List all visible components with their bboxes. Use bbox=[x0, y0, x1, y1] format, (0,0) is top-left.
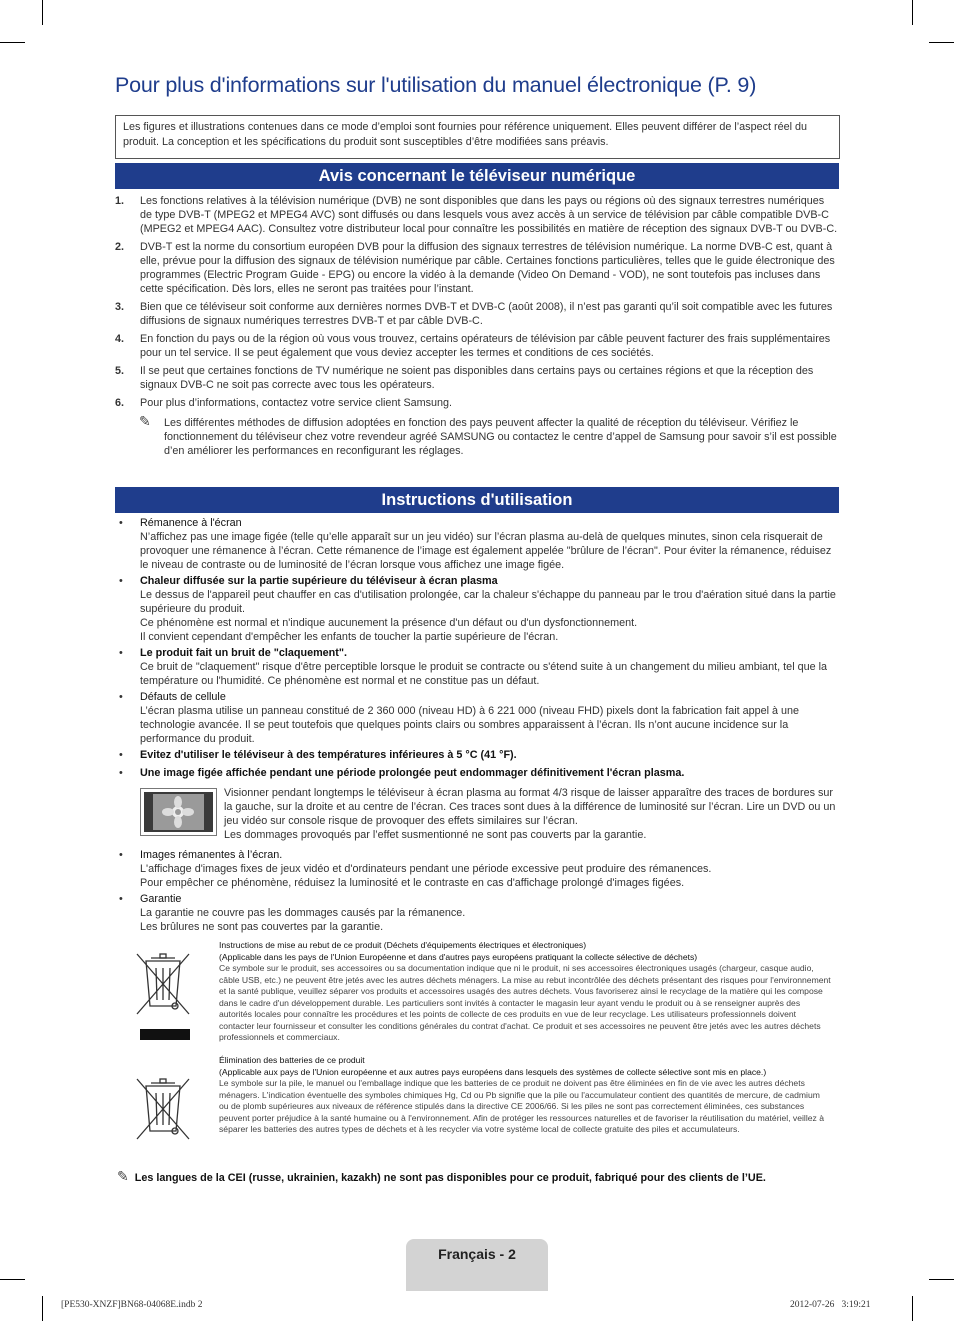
section-heading-digital-tv: Avis concernant le téléviseur numérique bbox=[115, 163, 839, 189]
list-item bbox=[115, 364, 839, 392]
weee-text bbox=[219, 940, 831, 1044]
crop-mark bbox=[42, 1296, 43, 1321]
crop-mark bbox=[929, 42, 954, 43]
note bbox=[115, 413, 839, 458]
footer-timestamp: 2012-07-26 3:19:21 bbox=[790, 1300, 871, 1310]
bullet-icon: • bbox=[119, 849, 123, 861]
crop-mark bbox=[0, 42, 25, 43]
crop-mark bbox=[0, 1279, 25, 1280]
bullet-icon: • bbox=[119, 893, 123, 905]
weee-subtitle: (Applicable dans les pays de l'Union Européenne et dans d'autres pays européens pratiquant la collecte sélective de déchets) bbox=[219, 951, 698, 962]
item-number: 4. bbox=[115, 333, 125, 345]
list-item bbox=[115, 748, 839, 762]
crop-mark bbox=[929, 1279, 954, 1280]
tv-warning-line: Les dommages provoqués par l’effet susmentionné ne sont pas couverts par la garantie. bbox=[224, 829, 647, 841]
battery-text bbox=[219, 1055, 831, 1136]
item-text: Il convient cependant d'empêcher les enfants de toucher la partie supérieure de l'écran. bbox=[140, 631, 559, 643]
item-number: 2. bbox=[115, 241, 125, 253]
list-item bbox=[115, 240, 839, 296]
bullet-icon: • bbox=[119, 749, 123, 761]
item-text: En fonction du pays ou de la région où vous vous trouvez, certains opérateurs de télévision par câble peuvent facturer des frais supplémentaires pour un tel service. Il se peut également que vous deviez accepter les termes et conditions de ces sociétés. bbox=[140, 333, 831, 359]
item-text: La garantie ne couvre pas les dommages causés par la rémanence. bbox=[140, 907, 466, 919]
item-text: Le dessus de l'appareil peut chauffer en cas d'utilisation prolongée, car la chaleur s'échappe du panneau par le trou d'aération situé dans la partie supérieure du produit. bbox=[140, 589, 836, 615]
page-number-tab: Français - 2 bbox=[406, 1239, 548, 1291]
list-item bbox=[115, 516, 839, 572]
item-text: N’affichez pas une image figée (telle qu’elle apparaît sur un jeu vidéo) sur l’écran plasma au-delà de quelques minutes, sinon cela risquerait de provoquer une rémanence à l’écran. Cette rémanence de l’image est également appelée "brûlure de l’écran". Pour éviter la rémanence, réduisez le niveau de contraste ou de luminosité de l’écran lorsque vous affichez une image figée. bbox=[140, 531, 832, 571]
bullet-icon: • bbox=[119, 647, 123, 659]
cis-language-note bbox=[115, 1168, 839, 1185]
list-item bbox=[115, 396, 839, 410]
list-item bbox=[115, 766, 839, 780]
crossed-bin-icon bbox=[135, 946, 191, 1042]
item-title: Une image figée affichée pendant une période prolongée peut endommager définitivement l'écran plasma. bbox=[140, 767, 685, 779]
item-text: Les brûlures ne sont pas couvertes par la garantie. bbox=[140, 921, 384, 933]
list-item bbox=[115, 690, 839, 746]
item-title: Rémanence à l'écran bbox=[140, 517, 242, 529]
pencil-note-icon: ✎ bbox=[117, 1168, 129, 1184]
item-title: Images rémanentes à l’écran. bbox=[140, 849, 283, 861]
battery-disposal-block bbox=[115, 1055, 839, 1167]
bullet-icon: • bbox=[119, 767, 123, 779]
tv-warning-text bbox=[224, 786, 839, 842]
page-title: Pour plus d'informations sur l'utilisation du manuel électronique (P. 9) bbox=[115, 73, 757, 97]
item-title: Défauts de cellule bbox=[140, 691, 226, 703]
list-item bbox=[115, 300, 839, 328]
crop-mark bbox=[912, 0, 913, 25]
item-text: Les fonctions relatives à la télévision numérique (DVB) ne sont disponibles que dans les pays ou régions où des signaux terrestres numériques de type DVB-T (MPEG2 et MPEG4 AVC) sont diffusés ou dans lesquels vous avez accès à un service de télévision par câble compatible DVB-C (MPEG2 et MPEG4 AAC). Consultez votre distributeur local pour connaître les possibilités en matière de réception des signaux DVB-T ou DVB-C. bbox=[140, 195, 838, 235]
bullet-icon: • bbox=[119, 517, 123, 529]
bullet-icon: • bbox=[119, 575, 123, 587]
item-text: L’écran plasma utilise un panneau constitué de 2 360 000 (niveau HD) à 6 221 000 (niveau FHD) pixels dont la fabrication fait appel à une technologie avancée. Il se peut toutefois que quelques points clairs ou sombres apparaissent à l’écran. Ils n’ont aucune incidence sur la performance du produit. bbox=[140, 705, 800, 745]
item-text: DVB-T est la norme du consortium européen DVB pour la diffusion des signaux terrestres de télévision numérique. La norme DVB-C est, quant à elle, prévue pour la diffusion des signaux de télévision numérique par câble. Certaines fonctions particulières, telles que le guide électronique des programmes (Electric Program Guide - EPG) ou encore la vidéo à la demande (Video On Demand - VOD), ne sont toutefois pas incluses dans cette spécification. Dès lors, elles ne seront pas traitées pour l’instant. bbox=[140, 241, 835, 295]
list-item bbox=[115, 332, 839, 360]
list-item bbox=[115, 646, 839, 688]
item-text: Bien que ce téléviseur soit conforme aux dernières normes DVB-T et DVB-C (août 2008), il n’est pas garanti qu’il soit compatible avec les futures diffusions de signaux numériques terrestres DVB-T et par câble DVB-C. bbox=[140, 301, 833, 327]
item-text: Ce phénomène est normal et n'indique aucunement la présence d'un défaut ou d'un dysfonctionnement. bbox=[140, 617, 638, 629]
pencil-note-icon: ✎ bbox=[139, 413, 151, 429]
battery-body: Le symbole sur la pile, le manuel ou l'emballage indique que les batteries de ce produit ne doivent pas être éliminées en fin de vie avec les autres déchets ménagers. L'indication éventuelle des symboles chimiques Hg, Cd ou Pb signifie que la pile ou l'accumulateur contient des quantités de mercure, de cadmium ou de plomb supérieures aux niveaux de référence stipulés dans la directive CE 2006/66. Si les piles ne sont pas correctement éliminées, ces substances peuvent porter préjudice à la santé humaine ou à l'environnement. Afin de protéger les ressources naturelles et de favoriser la réutilisation du matériel, veillez à séparer les batteries des autres types de déchets et à les recycler via votre système local de collecte gratuite des piles et accumulateurs. bbox=[219, 1078, 824, 1134]
item-title: Chaleur diffusée sur la partie supérieure du téléviseur à écran plasma bbox=[140, 575, 498, 587]
item-title: Garantie bbox=[140, 893, 182, 905]
item-text: L'affichage d'images fixes de jeux vidéo et d'ordinateurs pendant une période excessive peut produire des rémanences. bbox=[140, 863, 712, 875]
tv-warning-line: Visionner pendant longtemps le téléviseur à écran plasma au format 4/3 risque de laisser apparaître des traces de bordures sur la gauche, sur la droite et au centre de l’écran. Ces traces sont dues à la différence de luminosité sur l’écran. Lire un DVD ou un jeu vidéo sur console risque de provoquer des effets similaires sur l’écran. bbox=[224, 787, 836, 827]
section-heading-instructions: Instructions d'utilisation bbox=[115, 487, 839, 513]
footer-file-info: [PE530-XNZF]BN68-04068E.indb 2 bbox=[61, 1300, 203, 1310]
item-number: 3. bbox=[115, 301, 125, 313]
crop-mark bbox=[42, 0, 43, 25]
item-number: 6. bbox=[115, 397, 125, 409]
weee-disposal-block bbox=[115, 940, 839, 1052]
notice-box: Les figures et illustrations contenues dans ce mode d’emploi sont fournies pour référence uniquement. Elles peuvent différer de l’aspect réel du produit. La conception et les spécifications du produit sont susceptibles d’être modifiées sans préavis. bbox=[115, 115, 840, 159]
tv-illustration-row bbox=[140, 786, 839, 842]
battery-subtitle: (Applicable aux pays de l'Union européenne et aux autres pays européens dans lesquels des systèmes de collecte sélective sont mis en place.) bbox=[219, 1066, 767, 1077]
item-text: Pour empêcher ce phénomène, réduisez la luminosité et le contraste en cas d'affichage prolongé d'images figées. bbox=[140, 877, 685, 889]
bullet-icon: • bbox=[119, 691, 123, 703]
item-number: 5. bbox=[115, 365, 125, 377]
list-item bbox=[115, 892, 839, 934]
item-text: Ce bruit de "claquement" risque d'être perceptible lorsque le produit se contracte ou s'étend suite à un changement du milieu ambiant, tel que la température ou l'humidité. Ce phénomène est normal et ne constitue pas un défaut. bbox=[140, 661, 828, 687]
digital-tv-list bbox=[115, 194, 839, 458]
item-title: Le produit fait un bruit de "claquement". bbox=[140, 647, 347, 659]
item-text: Il se peut que certaines fonctions de TV numérique ne soient pas disponibles dans certains pays ou certaines régions et que la réception des signaux DVB-C ne soit pas correcte avec tous les opérateurs. bbox=[140, 365, 814, 391]
list-item bbox=[115, 574, 839, 644]
list-item bbox=[115, 848, 839, 890]
weee-body: Ce symbole sur le produit, ses accessoires ou sa documentation indique que ni le produit, ni ses accessoires électroniques usagés (chargeur, casque audio, câble USB, etc.) ne peuvent être jetés avec les autres déchets ménagers. La mise au rebut incontrôlée des déchets présentant des risques pour l'environnement et la santé publique, veuillez séparer vos produits et accessoires usagés des autres déchets. Vous favoriserez ainsi le recyclage de la matière qui les compose dans le cadre d'un développement durable. Les particuliers sont invités à contacter le magasin leur ayant vendu le produit ou à se renseigner auprès des autorités locales pour connaître les procédures et les points de collecte de ces produits en vue de leur recyclage. Les utilisateurs professionnels doivent contacter leur fournisseur et consulter les conditions générales du contrat d'achat. Ce produit et ses accessoires ne peuvent être jetés avec les autres déchets professionnels et commerciaux. bbox=[219, 963, 831, 1042]
instructions-list bbox=[115, 516, 839, 936]
crossed-bin-icon bbox=[135, 1071, 191, 1147]
item-text: Pour plus d’informations, contactez votre service client Samsung. bbox=[140, 397, 453, 409]
cis-note-text: Les langues de la CEI (russe, ukrainien, kazakh) ne sont pas disponibles pour ce produit, fabriqué pour des clients de l’UE. bbox=[134, 1172, 766, 1184]
battery-title: Élimination des batteries de ce produit bbox=[219, 1055, 365, 1065]
item-title: Evitez d'utiliser le téléviseur à des températures inférieures à 5 °C (41 °F). bbox=[140, 749, 517, 761]
note-text: Les différentes méthodes de diffusion adoptées en fonction des pays peuvent affecter la qualité de réception du téléviseur. Vérifiez le fonctionnement du téléviseur chez votre revendeur agréé SAMSUNG ou contactez le centre d’appel de Samsung pour savoir s’il est possible d’en améliorer les performances en reconfigurant les réglages. bbox=[164, 417, 837, 457]
crop-mark bbox=[912, 1296, 913, 1321]
item-number: 1. bbox=[115, 195, 125, 207]
tv-screen-image bbox=[140, 788, 217, 836]
list-item bbox=[115, 194, 839, 236]
weee-title: Instructions de mise au rebut de ce produit (Déchets d'équipements électriques et électroniques) bbox=[219, 940, 587, 950]
